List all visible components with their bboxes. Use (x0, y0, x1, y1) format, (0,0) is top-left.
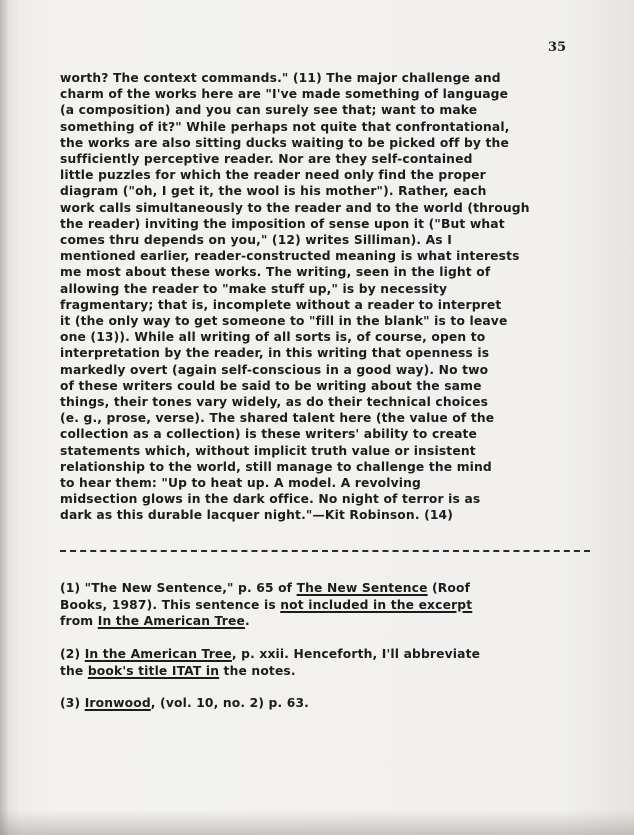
footnote-1-line2-underlined: not included in the excerpt (280, 597, 473, 612)
footnote-1-title: The New Sentence (296, 581, 428, 595)
footnote-1-line3-underlined: In the American Tree (97, 614, 245, 628)
body-line: one (13)). While all writing of all sorts is, of course, open to (60, 330, 486, 345)
body-line: me most about these works. The writing, seen in the light of (60, 265, 491, 280)
body-line: midsection glows in the dark office. No night of terror is as (60, 492, 481, 507)
body-line: allowing the reader to "make stuff up," is by necessity (60, 281, 448, 296)
footnote-3-title: Ironwood (84, 696, 151, 710)
body-line: little puzzles for which the reader need only find the proper (60, 168, 486, 183)
footnote-2-rest: , p. xxii. Henceforth, I'll abbreviate (231, 647, 481, 661)
footnote-2-title: In the American Tree (84, 647, 232, 661)
footnote-3-rest: , (vol. 10, no. 2) p. 63. (150, 696, 309, 710)
body-line: work calls simultaneously to the reader and to the world (through (60, 200, 530, 215)
body-line: markedly overt (again self-conscious in a good way). No two (60, 362, 489, 377)
footnote-3-lead: (3) (60, 696, 85, 710)
footnote-2-line2-end: the notes. (219, 663, 296, 678)
footnote-1-line3: from (60, 614, 98, 628)
body-line: dark as this durable lacquer night."—Kit Robinson. (14) (60, 508, 454, 523)
body-line: (a composition) and you can surely see that; want to make (60, 103, 478, 118)
body-line: relationship to the world, still manage to challenge the mind (60, 459, 492, 474)
body-line: to hear them: "Up to heat up. A model. A revolving (60, 476, 422, 491)
footnote-1-lead: (1) "The New Sentence," p. 65 of (60, 581, 297, 595)
page-number: 35 (548, 40, 567, 55)
body-line: charm of the works here are "I've made something of language (60, 87, 509, 102)
body-line: mentioned earlier, reader-constructed meaning is what interests (60, 249, 520, 264)
footnote-2-line2: the (60, 663, 88, 678)
binding-edge (0, 0, 8, 835)
footnote-divider (60, 550, 590, 552)
body-line: collection as a collection) is these writers' ability to create (60, 427, 478, 442)
body-line: it (the only way to get someone to "fill in the blank" is to leave (60, 314, 508, 329)
footnote-2 (60, 646, 600, 679)
body-line: the works are also sitting ducks waiting to be picked off by the (60, 135, 509, 150)
body-line: something of it?" While perhaps not quite that confrontational, (60, 119, 510, 134)
body-line: things, their tones vary widely, as do their technical choices (60, 395, 489, 410)
body-line: the reader) inviting the imposition of sense upon it ("But what (60, 216, 505, 231)
body-line: (e. g., prose, verse). The shared talent here (the value of the (60, 411, 495, 426)
body-line: sufficiently perceptive reader. Nor are they self-contained (60, 152, 473, 167)
footnote-2-line2-underlined: book's title ITAT in (87, 663, 220, 678)
footnote-1 (60, 580, 600, 630)
body-line: fragmentary; that is, incomplete without a reader to interpret (60, 297, 502, 312)
footnote-1-line2: Books, 1987). This sentence is (60, 597, 281, 612)
footnote-3 (60, 695, 600, 712)
page-bottom-shadow (0, 810, 634, 835)
footnote-2-lead: (2) (60, 647, 85, 661)
body-line: diagram ("oh, I get it, the wool is his mother"). Rather, each (60, 184, 487, 199)
body-line: statements which, without implicit truth value or insistent (60, 443, 476, 458)
body-paragraph (60, 70, 600, 524)
body-line: worth? The context commands." (11) The major challenge and (60, 71, 501, 85)
footnote-1-rest: (Roof (427, 581, 471, 595)
footnote-1-line3-end: . (244, 614, 250, 628)
body-line: comes thru depends on you," (12) writes Silliman). As I (60, 233, 452, 248)
body-line: interpretation by the reader, in this writing that openness is (60, 346, 490, 361)
body-line: of these writers could be said to be writing about the same (60, 378, 482, 393)
